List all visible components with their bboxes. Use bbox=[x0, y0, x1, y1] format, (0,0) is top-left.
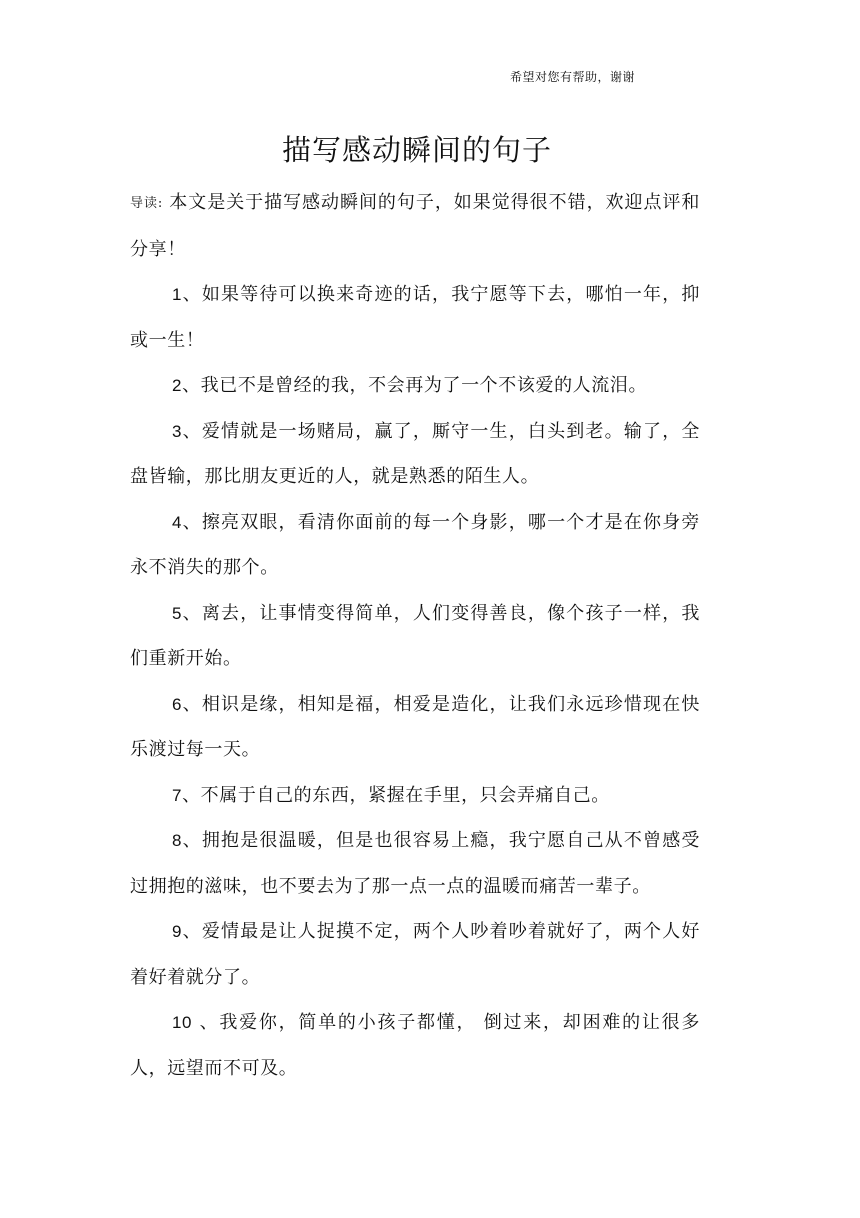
item-number: 2 bbox=[172, 376, 183, 395]
list-item bbox=[130, 363, 700, 409]
item-text: 擦亮双眼，看清你面前的每一个身影，哪一个才是在你身旁永不消失的那个。 bbox=[130, 511, 700, 578]
intro-label: 导读: bbox=[130, 196, 163, 211]
list-item bbox=[130, 591, 700, 682]
item-separator: 、 bbox=[182, 830, 202, 851]
item-separator: 、 bbox=[182, 693, 202, 715]
item-separator: 、 bbox=[192, 1012, 220, 1033]
item-separator: 、 bbox=[182, 784, 201, 806]
item-number: 9 bbox=[172, 922, 183, 941]
item-separator: 、 bbox=[182, 921, 202, 942]
item-number: 3 bbox=[172, 421, 183, 441]
list-item bbox=[130, 500, 700, 591]
item-separator: 、 bbox=[182, 420, 202, 442]
item-text: 爱情就是一场赌局，赢了，厮守一生，白头到老。输了，全盘皆输，那比朋友更近的人，就是熟悉的陌生人。 bbox=[130, 420, 700, 487]
list-item bbox=[130, 1000, 700, 1091]
list-item bbox=[130, 773, 700, 819]
item-text: 爱情最是让人捉摸不定，两个人吵着吵着就好了，两个人好着好着就分了。 bbox=[130, 921, 700, 988]
list-item bbox=[130, 682, 700, 773]
item-number: 7 bbox=[172, 785, 183, 805]
intro-paragraph bbox=[130, 180, 700, 272]
page-title: 描写感动瞬间的句子 bbox=[281, 133, 552, 167]
item-text: 拥抱是很温暖，但是也很容易上瘾，我宁愿自己从不曾感受过拥抱的滋味，也不要去为了那一点一点的温暖而痛苦一辈子。 bbox=[130, 830, 700, 897]
item-text: 我已不是曾经的我，不会再为了一个不该爱的人流泪。 bbox=[200, 375, 648, 396]
list-item bbox=[130, 818, 700, 909]
document-body bbox=[130, 180, 700, 1091]
item-number: 1 bbox=[172, 285, 183, 304]
item-separator: 、 bbox=[182, 375, 201, 396]
item-number: 10 bbox=[172, 1013, 193, 1032]
item-text: 如果等待可以换来奇迹的话，我宁愿等下去，哪怕一年，抑或一生！ bbox=[130, 284, 700, 351]
list-item bbox=[130, 909, 700, 1000]
item-number: 8 bbox=[172, 831, 183, 850]
item-text: 离去，让事情变得简单，人们变得善良，像个孩子一样，我们重新开始。 bbox=[130, 602, 700, 669]
header-note: 希望对您有帮助，谢谢 bbox=[510, 70, 636, 84]
item-text: 我爱你，简单的小孩子都懂， 倒过来，却困难的让很多人，远望而不可及。 bbox=[130, 1012, 700, 1079]
item-separator: 、 bbox=[182, 284, 202, 305]
item-number: 6 bbox=[172, 694, 183, 714]
list-item bbox=[130, 272, 700, 363]
item-text: 不属于自己的东西，紧握在手里，只会弄痛自己。 bbox=[200, 784, 610, 806]
list-item bbox=[130, 409, 700, 500]
item-separator: 、 bbox=[182, 602, 202, 624]
item-number: 4 bbox=[172, 512, 183, 532]
item-number: 5 bbox=[172, 603, 183, 623]
item-separator: 、 bbox=[182, 511, 202, 533]
item-text: 相识是缘，相知是福，相爱是造化，让我们永远珍惜现在快乐渡过每一天。 bbox=[130, 693, 700, 760]
intro-text: 本文是关于描写感动瞬间的句子，如果觉得很不错，欢迎点评和分享！ bbox=[130, 192, 700, 260]
